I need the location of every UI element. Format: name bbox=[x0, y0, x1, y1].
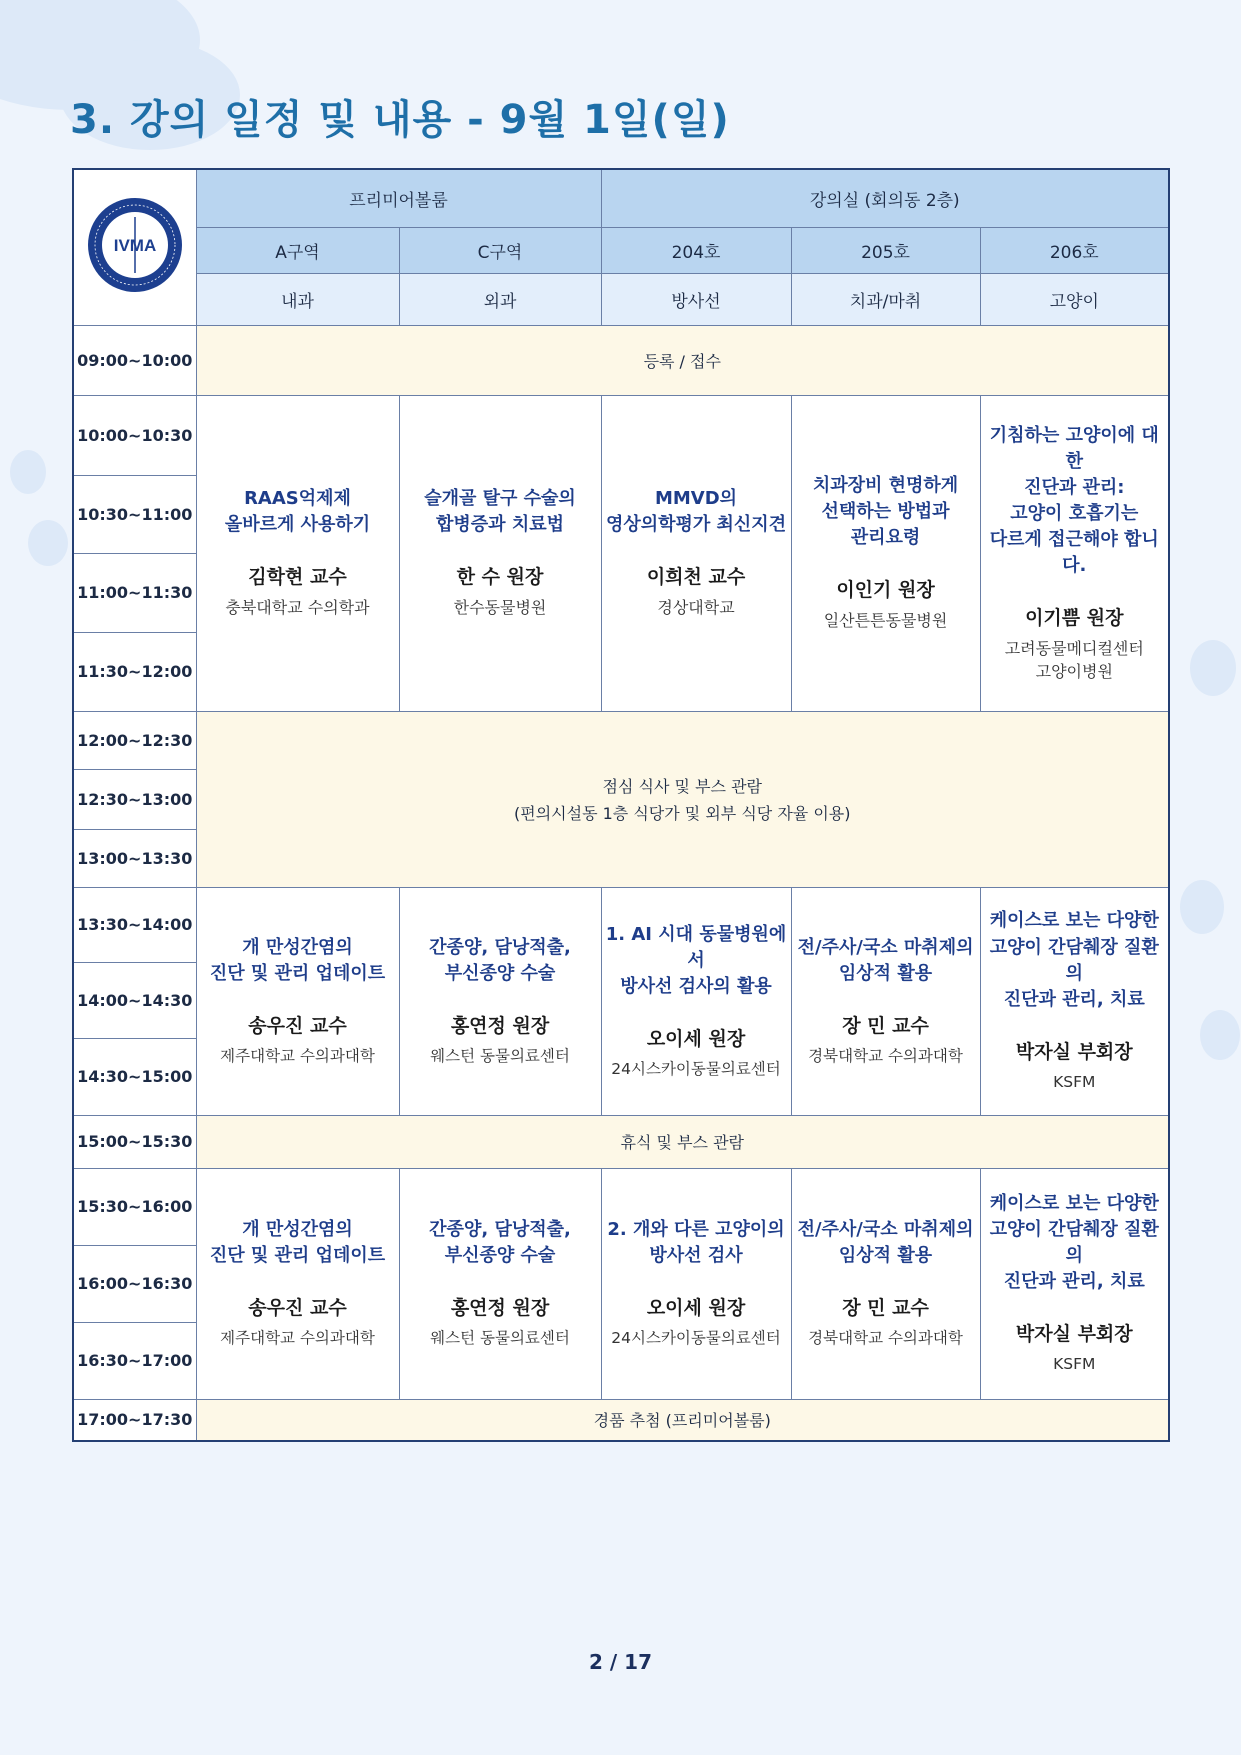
logo-text: IVMA bbox=[113, 236, 156, 256]
lecture-speaker: 이희천 교수 bbox=[646, 566, 746, 589]
lecture-cell bbox=[791, 395, 980, 711]
lecture-title: 2. 개와 다른 고양이의 방사선 검사 bbox=[607, 1219, 785, 1267]
lecture-cell bbox=[791, 887, 980, 1115]
lecture-cell bbox=[196, 395, 399, 711]
lecture-affiliation: 한수동물병원 bbox=[453, 598, 547, 618]
lecture-title: 1. AI 시대 동물병원에서 방사선 검사의 활용 bbox=[605, 923, 787, 997]
lecture-title: 간종양, 담낭적출, 부신종양 수술 bbox=[429, 1219, 571, 1267]
venue-lecture: 강의실 (회의동 2층) bbox=[601, 169, 1169, 227]
lecture-title: 전/주사/국소 마취제의 임상적 활용 bbox=[797, 1219, 974, 1267]
lecture-title: 개 만성간염의 진단 및 관리 업데이트 bbox=[209, 1219, 386, 1267]
time-slot: 13:00~13:30 bbox=[73, 829, 196, 887]
lecture-cell bbox=[980, 395, 1169, 711]
room-header: C구역 bbox=[399, 227, 601, 273]
lecture-affiliation: 경북대학교 수의과대학 bbox=[808, 1329, 963, 1348]
paw-decoration bbox=[1190, 640, 1236, 696]
lecture-cell bbox=[196, 887, 399, 1115]
lecture-affiliation: 웨스턴 동물의료센터 bbox=[430, 1046, 570, 1065]
lecture-speaker: 오이세 원장 bbox=[646, 1027, 746, 1050]
lecture-title: 치과장비 현명하게 선택하는 방법과 관리요령 bbox=[812, 475, 959, 549]
paw-decoration bbox=[28, 520, 68, 566]
lecture-affiliation: 제주대학교 수의과대학 bbox=[220, 1329, 375, 1348]
lecture-affiliation: 24시스카이동물의료센터 bbox=[611, 1329, 781, 1348]
lecture-cell bbox=[399, 1168, 601, 1399]
paw-decoration bbox=[1200, 1010, 1240, 1060]
lecture-affiliation: 일산튼튼동물병원 bbox=[823, 611, 948, 631]
schedule-table bbox=[72, 168, 1170, 1442]
time-slot: 14:30~15:00 bbox=[73, 1038, 196, 1115]
time-slot: 15:30~16:00 bbox=[73, 1168, 196, 1245]
subject-header: 치과/마취 bbox=[791, 273, 980, 325]
lecture-title: 기침하는 고양이에 대한 진단과 관리: 고양이 호흡기는 다르게 접근해야 합니다. bbox=[989, 424, 1159, 577]
lecture-cell bbox=[399, 887, 601, 1115]
lecture-cell bbox=[601, 887, 791, 1115]
lecture-title: 케이스로 보는 다양한 고양이 간담췌장 질환의 진단과 관리, 치료 bbox=[989, 1192, 1159, 1293]
lunch-note: (편의시설동 1층 식당가 및 외부 식당 자율 이용) bbox=[514, 804, 851, 823]
lunch-band bbox=[196, 711, 1169, 887]
lecture-cell bbox=[980, 1168, 1169, 1399]
time-slot: 12:00~12:30 bbox=[73, 711, 196, 769]
lecture-title: RAAS억제제 올바르게 사용하기 bbox=[224, 488, 371, 536]
lecture-affiliation: 고려동물메디컬센터 고양이병원 bbox=[1004, 639, 1144, 681]
lecture-cell bbox=[399, 395, 601, 711]
subject-header: 방사선 bbox=[601, 273, 791, 325]
lecture-title: 전/주사/국소 마취제의 임상적 활용 bbox=[797, 936, 974, 984]
lecture-speaker: 박자실 부회장 bbox=[1015, 1323, 1133, 1346]
room-header: 204호 bbox=[601, 227, 791, 273]
page-title: 3. 강의 일정 및 내용 - 9월 1일(일) bbox=[70, 97, 730, 143]
lecture-cell bbox=[196, 1168, 399, 1399]
lecture-title: 간종양, 담낭적출, 부신종양 수술 bbox=[429, 936, 571, 984]
venue-premier: 프리미어볼룸 bbox=[196, 169, 601, 227]
lecture-affiliation: 충북대학교 수의학과 bbox=[225, 598, 370, 618]
lecture-speaker: 송우진 교수 bbox=[248, 1014, 347, 1037]
room-header: 205호 bbox=[791, 227, 980, 273]
lecture-affiliation: 경북대학교 수의과대학 bbox=[808, 1046, 963, 1065]
time-slot: 10:30~11:00 bbox=[73, 475, 196, 553]
lecture-affiliation: 제주대학교 수의과대학 bbox=[220, 1046, 375, 1065]
room-header: A구역 bbox=[196, 227, 399, 273]
lecture-speaker: 장 민 교수 bbox=[842, 1014, 929, 1037]
paw-decoration bbox=[10, 450, 46, 494]
lunch-title: 점심 식사 및 부스 관람 bbox=[602, 777, 762, 796]
time-slot: 10:00~10:30 bbox=[73, 395, 196, 475]
time-slot: 16:30~17:00 bbox=[73, 1322, 196, 1399]
lecture-cell bbox=[601, 1168, 791, 1399]
lecture-affiliation: 경상대학교 bbox=[657, 598, 735, 618]
time-slot: 14:00~14:30 bbox=[73, 962, 196, 1038]
lecture-title: 개 만성간염의 진단 및 관리 업데이트 bbox=[209, 936, 386, 984]
lecture-affiliation: KSFM bbox=[1053, 1072, 1096, 1091]
lecture-speaker: 이인기 원장 bbox=[836, 579, 935, 602]
registration-band: 등록 / 접수 bbox=[196, 325, 1169, 395]
lecture-title: 케이스로 보는 다양한 고양이 간담췌장 질환의 진단과 관리, 치료 bbox=[989, 910, 1159, 1010]
subject-header: 외과 bbox=[399, 273, 601, 325]
break-band: 휴식 및 부스 관람 bbox=[196, 1115, 1169, 1168]
paw-decoration bbox=[1180, 880, 1224, 934]
lecture-speaker: 송우진 교수 bbox=[248, 1297, 347, 1320]
time-slot: 15:00~15:30 bbox=[73, 1115, 196, 1168]
lecture-speaker: 홍연정 원장 bbox=[450, 1014, 550, 1037]
time-slot: 16:00~16:30 bbox=[73, 1245, 196, 1322]
lecture-affiliation: 24시스카이동물의료센터 bbox=[611, 1059, 781, 1078]
lecture-speaker: 한 수 원장 bbox=[456, 566, 544, 589]
page-number: 2 / 17 bbox=[589, 1650, 652, 1674]
raffle-band: 경품 추첨 (프리미어볼룸) bbox=[196, 1399, 1169, 1441]
logo-cell bbox=[73, 169, 196, 325]
lecture-speaker: 박자실 부회장 bbox=[1015, 1040, 1133, 1063]
lecture-speaker: 오이세 원장 bbox=[646, 1297, 746, 1320]
time-slot: 09:00~10:00 bbox=[73, 325, 196, 395]
time-slot: 11:30~12:00 bbox=[73, 632, 196, 711]
lecture-title: MMVD의 영상의학평가 최신지견 bbox=[605, 488, 787, 536]
lecture-speaker: 홍연정 원장 bbox=[450, 1297, 550, 1320]
lecture-speaker: 장 민 교수 bbox=[842, 1297, 929, 1320]
ivma-logo bbox=[85, 195, 185, 295]
subject-header: 고양이 bbox=[980, 273, 1169, 325]
lecture-affiliation: KSFM bbox=[1053, 1355, 1096, 1374]
lecture-speaker: 김학현 교수 bbox=[248, 566, 347, 589]
time-slot: 17:00~17:30 bbox=[73, 1399, 196, 1441]
subject-header: 내과 bbox=[196, 273, 399, 325]
room-header: 206호 bbox=[980, 227, 1169, 273]
lecture-affiliation: 웨스턴 동물의료센터 bbox=[430, 1329, 570, 1348]
time-slot: 12:30~13:00 bbox=[73, 769, 196, 829]
lecture-speaker: 이기쁨 원장 bbox=[1025, 607, 1124, 630]
lecture-title: 슬개골 탈구 수술의 합병증과 치료법 bbox=[424, 488, 576, 536]
time-slot: 13:30~14:00 bbox=[73, 887, 196, 962]
lecture-cell bbox=[601, 395, 791, 711]
lecture-cell bbox=[980, 887, 1169, 1115]
time-slot: 11:00~11:30 bbox=[73, 553, 196, 632]
lecture-cell bbox=[791, 1168, 980, 1399]
